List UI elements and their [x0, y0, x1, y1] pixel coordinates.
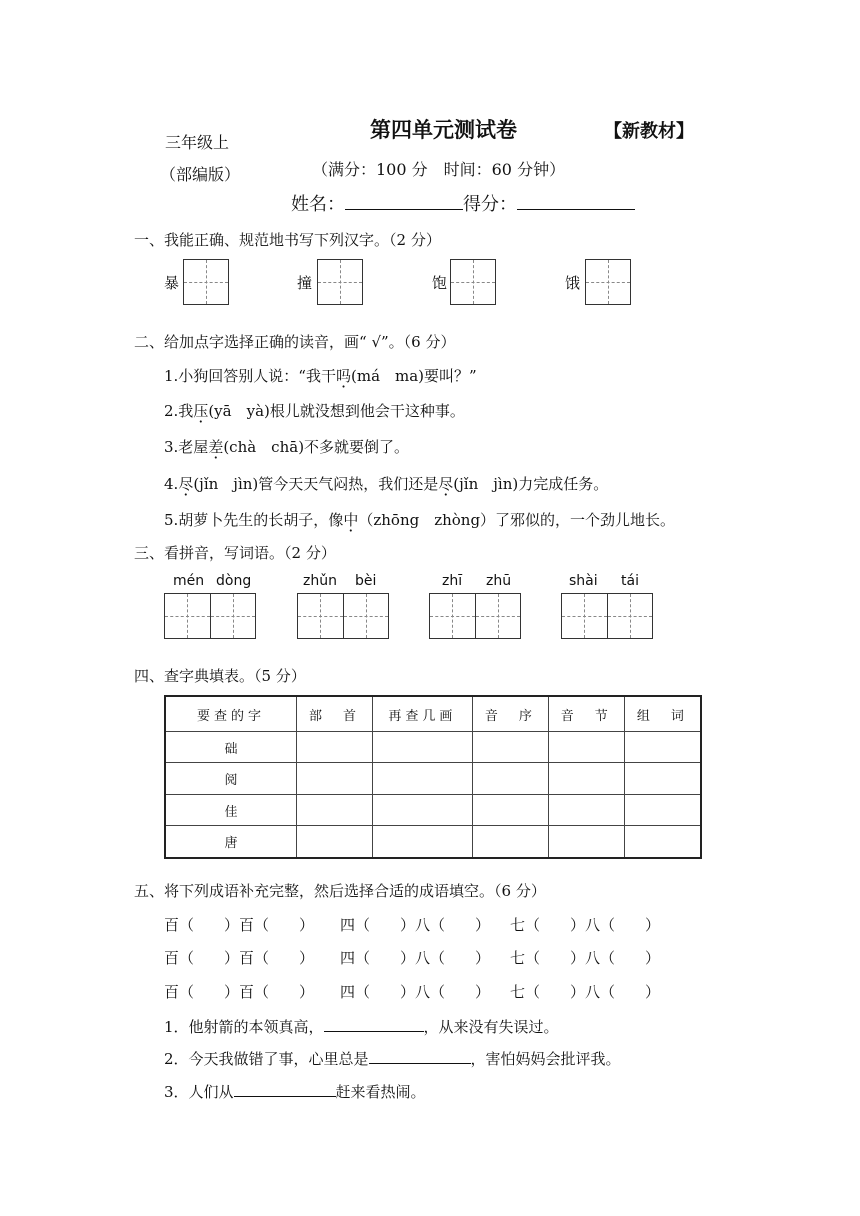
idiom-blank[interactable]: 百（ ）百（ ）: [164, 983, 315, 1001]
fill-sentence: 2．今天我做错了事，心里总是 ，害怕妈妈会批评我。: [164, 1047, 621, 1069]
pinyin-label: zhǔn: [303, 573, 337, 589]
answer-cell[interactable]: [624, 794, 701, 825]
fill-sentence: 3．人们从 赶来看热闹。: [164, 1080, 426, 1102]
table-row: [165, 732, 701, 763]
idiom-blank[interactable]: 四（ ）八（ ）: [340, 983, 491, 1001]
column-header: 音 序: [472, 696, 548, 732]
dictionary-table: [164, 695, 702, 859]
writing-box[interactable]: [183, 259, 229, 305]
edition-label: （部编版）: [160, 165, 241, 184]
answer-cell[interactable]: [472, 826, 548, 858]
answer-cell[interactable]: [624, 732, 701, 763]
grade-label: 三年级上: [165, 133, 230, 152]
answer-cell[interactable]: [548, 826, 624, 858]
name-score-line: [291, 190, 635, 216]
idiom-blank[interactable]: 四（ ）八（ ）: [340, 949, 491, 967]
char-label: 饿: [565, 274, 581, 292]
column-header: 组 词: [624, 696, 701, 732]
answer-cell[interactable]: [297, 732, 373, 763]
sentence-blank[interactable]: [324, 1015, 424, 1032]
name-blank[interactable]: [345, 193, 463, 210]
sentence-blank[interactable]: [369, 1047, 471, 1064]
section2-heading: 二、给加点字选择正确的读音，画“ √”。（6 分）: [134, 333, 456, 351]
answer-cell[interactable]: [297, 826, 373, 858]
word-writing-grid[interactable]: [297, 593, 389, 639]
word-writing-grid[interactable]: [164, 593, 256, 639]
word-writing-grid[interactable]: [429, 593, 521, 639]
question-item: 5.胡萝卜先生的长胡子，像中（zhōng zhòng）了邪似的，一个劲儿地长。: [164, 511, 676, 529]
column-header: 音 节: [548, 696, 624, 732]
idiom-blank[interactable]: 七（ ）八（ ）: [510, 983, 661, 1001]
section3-heading: 三、看拼音，写词语。（2 分）: [134, 544, 336, 562]
char-label: 暴: [164, 274, 180, 292]
word-writing-grid[interactable]: [561, 593, 653, 639]
answer-cell[interactable]: [297, 763, 373, 794]
section1-heading: 一、我能正确、规范地书写下列汉字。（2 分）: [134, 231, 441, 249]
answer-cell[interactable]: [372, 732, 472, 763]
question-item: 4.尽(jǐn jìn)管今天天气闷热，我们还是尽(jǐn jìn)力完成任务。: [164, 475, 609, 493]
table-row: [165, 826, 701, 858]
column-header: 再查几画: [372, 696, 472, 732]
idiom-blank[interactable]: 七（ ）八（ ）: [510, 949, 661, 967]
answer-cell[interactable]: [548, 732, 624, 763]
idiom-blank[interactable]: 百（ ）百（ ）: [164, 949, 315, 967]
answer-cell[interactable]: [548, 763, 624, 794]
writing-box[interactable]: [450, 259, 496, 305]
lookup-char: 础: [165, 732, 297, 763]
answer-cell[interactable]: [372, 794, 472, 825]
writing-box[interactable]: [585, 259, 631, 305]
pinyin-label: bèi: [355, 573, 377, 589]
idiom-blank[interactable]: 四（ ）八（ ）: [340, 916, 491, 934]
writing-box[interactable]: [317, 259, 363, 305]
sentence-blank[interactable]: [234, 1080, 336, 1097]
page-title: 第四单元测试卷: [370, 118, 517, 142]
lookup-char: 阅: [165, 763, 297, 794]
score-blank[interactable]: [517, 193, 635, 210]
name-label: 姓名：: [291, 194, 345, 215]
pinyin-label: zhū: [486, 573, 512, 589]
char-label: 饱: [432, 274, 448, 292]
idiom-row: [164, 981, 660, 1002]
answer-cell[interactable]: [624, 763, 701, 794]
column-header: 要查的字: [165, 696, 297, 732]
lookup-char: 佳: [165, 794, 297, 825]
pinyin-label: tái: [621, 573, 639, 589]
char-label: 撞: [297, 274, 313, 292]
pinyin-label: zhī: [442, 573, 463, 589]
answer-cell[interactable]: [372, 826, 472, 858]
question-item: 2.我压(yā yà)根儿就没想到他会干这种事。: [164, 402, 465, 420]
fill-sentence: 1．他射箭的本领真高， ，从来没有失误过。: [164, 1015, 559, 1037]
score-label: 得分：: [463, 194, 517, 215]
section4-heading: 四、查字典填表。（5 分）: [134, 667, 306, 685]
question-item: 3.老屋差(chà chā)不多就要倒了。: [164, 438, 410, 456]
idiom-row: [164, 947, 660, 968]
idiom-row: [164, 914, 660, 935]
new-textbook-tag: 【新教材】: [604, 121, 694, 142]
answer-cell[interactable]: [472, 732, 548, 763]
pinyin-label: dòng: [216, 573, 252, 589]
table-row: [165, 763, 701, 794]
idiom-blank[interactable]: 七（ ）八（ ）: [510, 916, 661, 934]
idiom-blank[interactable]: 百（ ）百（ ）: [164, 916, 315, 934]
pinyin-label: mén: [173, 573, 205, 589]
question-item: 1.小狗回答别人说：“我干吗(má ma)要叫？”: [164, 367, 477, 385]
table-row: [165, 794, 701, 825]
answer-cell[interactable]: [472, 763, 548, 794]
section5-heading: 五、将下列成语补充完整，然后选择合适的成语填空。（6 分）: [134, 882, 546, 900]
answer-cell[interactable]: [372, 763, 472, 794]
column-header: 部 首: [297, 696, 373, 732]
score-time-info: （满分：100 分 时间：60 分钟）: [312, 160, 566, 179]
pinyin-label: shài: [569, 573, 598, 589]
lookup-char: 唐: [165, 826, 297, 858]
answer-cell[interactable]: [472, 794, 548, 825]
answer-cell[interactable]: [624, 826, 701, 858]
table-header-row: [165, 696, 701, 732]
answer-cell[interactable]: [297, 794, 373, 825]
answer-cell[interactable]: [548, 794, 624, 825]
